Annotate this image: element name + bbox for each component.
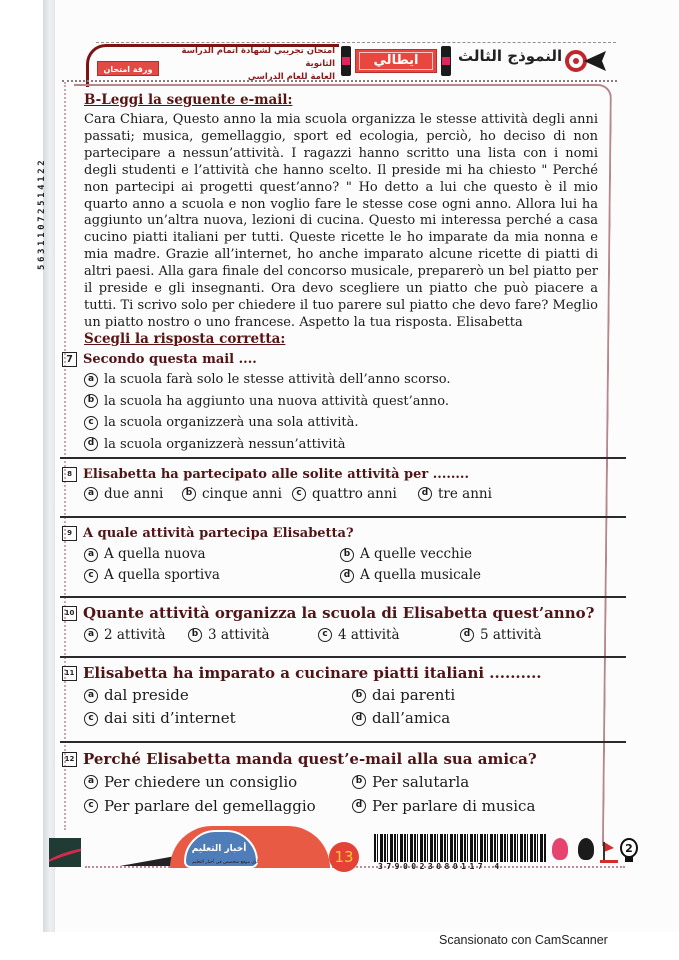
logo-tagline: أول موقع متخصص في أخبار التعليم <box>191 860 259 865</box>
option-letter-d: d <box>84 437 98 451</box>
option-letter-c: c <box>84 416 98 430</box>
email-text: Cara Chiara, Questo anno la mia scuola organizza le stesse attività degli anni passati; musica, gemellaggio, sport ed ecologia, perciò, ho deciso di non partecipare a nessun’attività. I ragazzi hanno scritto una lista con i nomi degli studenti e l’attività che hanno scelto. Il preside mi ha chiesto " Perché non partecipi ai progetti quest’anno? " Ho detto a lui che questo è il mio quarto anno a scuola e non voglio fare le stesse cose ogni anno. Allora lui ha aggiunto un’altra nuova, lezioni di cucina. Questo mi interessa perché a casa cucino piatti italiani per tutti. Queste ricette le ho imparate da mia nonna e mia madre. Grazie all’internet, ho anche imparato alcune ricette di piatti di altri paesi. Alla gara finale del concorso musicale, preparerò un bel piatto per il preside e gli insegnanti. Ora devo scegliere un piatto che può piacere a tutti. Ti scrivo solo per chiedere il tuo parere sul piatto che devo fare? Meglio un piatto nostro o uno francese. Aspetto la tua risposta. Elisabetta <box>84 112 598 330</box>
option-letter-b: b <box>352 689 366 703</box>
option-letter-c: c <box>292 487 306 501</box>
option-text: 2 attività <box>104 627 166 643</box>
subject-label: ايطالي <box>355 49 437 73</box>
option-letter-b: b <box>340 548 354 562</box>
barcode-icon <box>374 834 546 862</box>
option-letter-a: a <box>84 689 98 703</box>
question-8 <box>62 467 622 502</box>
banner-cap-right <box>441 46 451 76</box>
option-letter-a: a <box>84 487 98 501</box>
option-text: la scuola organizzerà una sola attività. <box>104 415 359 430</box>
question-9 <box>62 526 622 586</box>
option-c[interactable] <box>84 794 352 818</box>
question-number: 12 <box>62 752 77 767</box>
option-letter-d: d <box>352 712 366 726</box>
option-text: dal preside <box>104 686 189 704</box>
option-text: 5 attività <box>480 627 542 643</box>
question-number: 8 <box>62 467 77 482</box>
option-text: Per chiedere un consiglio <box>104 773 298 791</box>
option-text: dai siti d’internet <box>104 709 236 727</box>
question-number: 7 <box>62 352 77 367</box>
question-text: Secondo questa mail .... <box>83 352 257 367</box>
instruction: Scegli la risposta corretta: <box>84 330 286 347</box>
question-text: Quante attività organizza la scuola di Elisabetta quest’anno? <box>83 604 595 622</box>
option-text: A quella sportiva <box>104 567 220 583</box>
option-text: dai parenti <box>372 686 456 704</box>
option-a[interactable] <box>84 369 622 391</box>
option-a[interactable] <box>84 684 352 707</box>
option-text: Per parlare di musica <box>372 797 536 815</box>
divider <box>60 457 626 459</box>
option-text: tre anni <box>438 486 492 502</box>
question-12 <box>62 750 622 818</box>
option-letter-c: c <box>84 569 98 583</box>
divider <box>60 516 626 518</box>
option-letter-b: b <box>84 394 98 408</box>
option-text: cinque anni <box>202 486 282 502</box>
corner-flag-icon <box>49 838 81 867</box>
option-letter-a: a <box>84 373 98 387</box>
question-text: A quale attività partecipa Elisabetta? <box>83 526 354 541</box>
option-b[interactable] <box>340 544 622 565</box>
model-label: النموذج الثالث <box>458 47 563 65</box>
option-text: la scuola organizzerà nessun’attività <box>104 436 346 452</box>
option-d[interactable] <box>340 565 622 586</box>
divider <box>60 741 626 743</box>
header-divider-bottom <box>62 80 617 82</box>
option-c[interactable] <box>84 412 622 434</box>
option-text: dall’amica <box>372 709 451 727</box>
option-letter-b: b <box>352 775 366 789</box>
option-letter-a: a <box>84 548 98 562</box>
option-text: A quella musicale <box>360 567 481 583</box>
lightbulb-number-2-icon <box>620 838 638 864</box>
option-d[interactable] <box>84 434 622 456</box>
option-text: A quelle vecchie <box>360 546 473 562</box>
question-11 <box>62 664 622 730</box>
option-c[interactable] <box>292 486 418 502</box>
option-text: due anni <box>104 486 164 502</box>
scissors-logo-icon <box>564 48 608 74</box>
option-letter-d: d <box>352 799 366 813</box>
flag-stand-icon <box>600 840 618 864</box>
option-text: A quella nuova <box>104 546 206 562</box>
subject-banner <box>341 46 451 76</box>
option-a[interactable] <box>84 544 340 565</box>
question-10 <box>62 604 622 643</box>
lightbulb-black-icon <box>578 838 594 860</box>
question-text: Elisabetta ha partecipato alle solite attività per ........ <box>83 467 469 482</box>
question-number: 11 <box>62 666 77 681</box>
publisher-logo <box>170 826 330 868</box>
option-letter-b: b <box>182 487 196 501</box>
option-text: Per salutarla <box>372 773 470 791</box>
barcode-number: 3790023080117 4 <box>378 862 503 871</box>
exam-title-line1: امتحان تجريبي لشهادة اتمام الدراسة الثانوية <box>181 46 335 69</box>
page-number-badge: 13 <box>329 842 359 872</box>
option-text: la scuola ha aggiunto una nuova attività quest’anno. <box>104 393 450 409</box>
option-letter-d: d <box>340 569 354 583</box>
question-text: Perché Elisabetta manda quest’e-mail alla sua amica? <box>83 750 537 768</box>
question-number: 9 <box>62 526 77 541</box>
question-number: 10 <box>62 606 77 621</box>
serial-number: 56311072514122 <box>37 157 47 271</box>
lightbulb-pink-icon <box>552 838 568 860</box>
option-d[interactable] <box>418 486 492 502</box>
option-b[interactable] <box>84 391 622 413</box>
reading-section <box>82 92 602 348</box>
option-d[interactable] <box>460 627 542 643</box>
option-text: 4 attività <box>338 627 400 643</box>
option-letter-a: a <box>84 628 98 642</box>
section-title: B-Leggi la seguente e-mail: <box>84 92 293 108</box>
option-b[interactable] <box>352 770 622 794</box>
option-b[interactable] <box>182 486 292 502</box>
subject-inner-border <box>359 52 433 70</box>
option-c[interactable] <box>84 707 352 730</box>
camscanner-watermark: Scansionato con CamScanner <box>439 933 608 947</box>
option-text: Per parlare del gemellaggio <box>104 797 316 815</box>
divider <box>60 656 626 658</box>
option-letter-c: c <box>84 799 98 813</box>
svg-text:2: 2 <box>625 842 633 855</box>
option-text: la scuola farà solo le stesse attività dell’anno scorso. <box>104 372 451 387</box>
option-letter-d: d <box>418 487 432 501</box>
question-7 <box>62 352 622 455</box>
option-a[interactable] <box>84 486 182 502</box>
option-text: quattro anni <box>312 486 397 502</box>
option-d[interactable] <box>352 707 622 730</box>
exam-title-line2: العامة للعام الدراسي <box>247 72 335 82</box>
option-d[interactable] <box>352 794 622 818</box>
option-letter-c: c <box>84 712 98 726</box>
divider <box>60 596 626 598</box>
header-divider-top <box>96 42 616 43</box>
option-letter-b: b <box>188 628 202 642</box>
question-text: Elisabetta ha imparato a cucinare piatti italiani .......... <box>83 664 542 682</box>
option-b[interactable] <box>188 627 318 643</box>
paper-label: ورقة امتحان <box>97 61 159 76</box>
option-c[interactable] <box>318 627 460 643</box>
banner-cap-left <box>341 46 351 76</box>
option-letter-d: d <box>460 628 474 642</box>
logo-text: أخبار التعليم <box>191 844 247 854</box>
option-text: 3 attività <box>208 627 270 643</box>
option-a[interactable] <box>84 627 188 643</box>
option-letter-c: c <box>318 628 332 642</box>
option-b[interactable] <box>352 684 622 707</box>
option-letter-a: a <box>84 775 98 789</box>
option-a[interactable] <box>84 770 352 794</box>
option-c[interactable] <box>84 565 340 586</box>
